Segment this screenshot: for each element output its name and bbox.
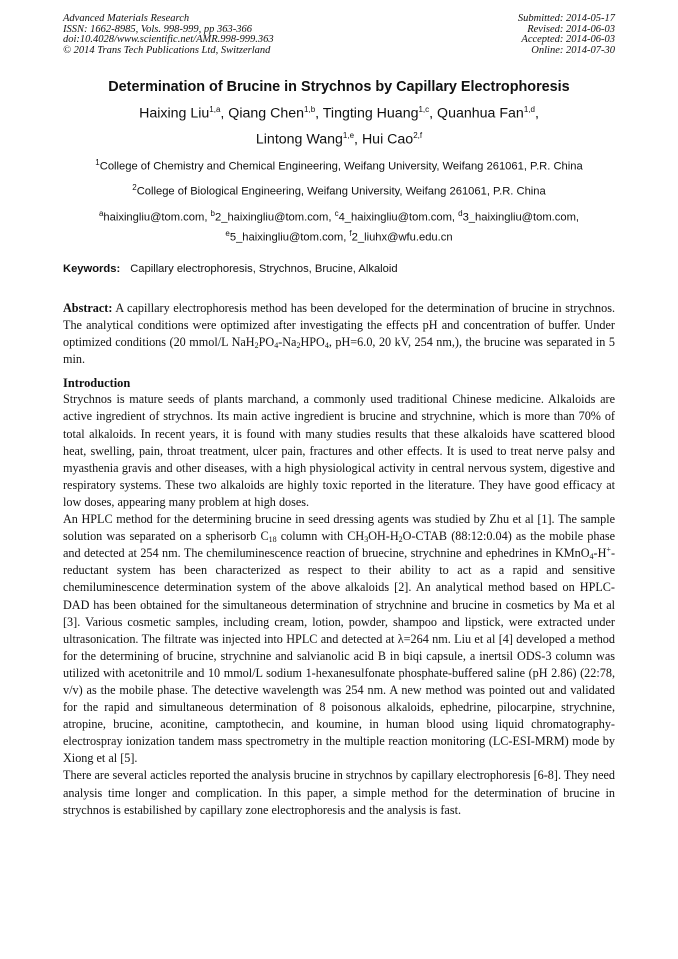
subscript: 4 bbox=[274, 341, 279, 351]
email-mark: c bbox=[334, 209, 339, 218]
keywords-text: Capillary electrophoresis, Strychnos, Brucine, Alkaloid bbox=[130, 263, 398, 275]
affiliation-2 bbox=[40, 183, 638, 198]
author-name: Tingting Huang bbox=[322, 105, 419, 122]
intro-paragraph-1: Strychnos is mature seeds of plants marchand, a commonly used traditional Chinese medicine. Alkaloids are active ingredient of strychnos. Its main active ingredient is brucine and strychnine, which is more than 70% of total alkaloids. In recent years, it is found with many studies results that these alkaloids have scattered blood heat, swelling, pain, throat treatment, ulcer pain, fractures and other effects. It is used to treat nerve palsy and myasthenia gravis and other diseases, with a high physiological activity in central nervous system, digestive and respiratory systems. These two alkaloids are highly toxic reported in the literature. They have good efficacy at low doses, appearing many problem at high doses. bbox=[63, 392, 615, 509]
affiliation-mark: 2 bbox=[132, 183, 137, 192]
author-name: Quanhua Fan bbox=[437, 105, 524, 122]
email-link[interactable]: 2_liuhx@wfu.edu.cn bbox=[351, 231, 453, 244]
keywords-label: Keywords: bbox=[63, 263, 121, 275]
author-name: Haixing Liu bbox=[139, 105, 210, 122]
subscript: 2 bbox=[296, 341, 301, 351]
email-link[interactable]: 2_haixingliu@tom.com, bbox=[215, 211, 332, 224]
author-affiliation-mark: 1,d bbox=[523, 105, 535, 114]
paragraph-text: OH-H bbox=[368, 529, 399, 544]
section-heading-introduction: Introduction bbox=[63, 376, 131, 391]
subscript: 2 bbox=[254, 341, 259, 351]
email-mark: a bbox=[98, 209, 104, 218]
online-date: Online: 2014-07-30 bbox=[531, 44, 615, 56]
copyright-line: © 2014 Trans Tech Publications Ltd, Switzerland bbox=[63, 44, 271, 56]
author-affiliation-mark: 2,f bbox=[413, 130, 423, 140]
accepted-date: Accepted: 2014-06-03 bbox=[521, 34, 615, 46]
affiliation-1 bbox=[40, 158, 638, 173]
affiliation-mark: 1 bbox=[95, 158, 100, 167]
email-mark: e bbox=[225, 228, 230, 238]
paper-title: Determination of Brucine in Strychnos by Capillary Electrophoresis bbox=[108, 79, 570, 95]
email-link[interactable]: 4_haixingliu@tom.com, bbox=[338, 211, 456, 224]
abstract-paragraph bbox=[63, 300, 615, 368]
email-link[interactable]: 5_haixingliu@tom.com, bbox=[229, 231, 347, 244]
author-name: Lintong Wang bbox=[255, 131, 343, 148]
revised-date: Revised: 2014-06-03 bbox=[527, 23, 615, 35]
email-mark: d bbox=[458, 209, 463, 218]
author-affiliation-mark: 1,e bbox=[342, 130, 355, 140]
submission-dates bbox=[518, 14, 615, 56]
abstract-text: , pH=6.0, 20 kV, 254 nm,), the brucine was separated in 5 min. bbox=[63, 335, 615, 367]
affiliation-text: College of Chemistry and Chemical Engineering, Weifang University, Weifang 261061, P.R. China bbox=[99, 160, 583, 173]
subscript: 4 bbox=[589, 552, 594, 562]
abstract-text: -Na bbox=[278, 335, 297, 350]
email-mark: b bbox=[210, 209, 215, 218]
author-name: Hui Cao bbox=[361, 131, 414, 148]
abstract-text: PO bbox=[258, 335, 275, 350]
doi-line: doi:10.4028/www.scientific.net/AMR.998-999.363 bbox=[63, 34, 274, 46]
intro-paragraph-3: There are several acticles reported the analysis brucine in strychnos by capillary electrophoresis [6-8]. They need analysis time longer and complication. In this paper, a simple method for the determination of brucine in strychnos is estabilished by capillary zone electrophoresis and the analysis is fast. bbox=[63, 768, 615, 817]
author-emails bbox=[40, 206, 638, 245]
affiliation-text: College of Biological Engineering, Weifang University, Weifang 261061, P.R. China bbox=[136, 185, 546, 198]
email-mark: f bbox=[349, 228, 352, 238]
intro-paragraph-2 bbox=[63, 511, 615, 767]
journal-name: Advanced Materials Research bbox=[63, 13, 190, 24]
issn-line: ISSN: 1662-8985, Vols. 998-999, pp 363-366 bbox=[63, 23, 252, 35]
superscript: + bbox=[606, 545, 611, 555]
paragraph-text: O-CTAB (88:12:0.04) as the mobile phase and detected at 254 nm. The chemiluminescence reaction of bruecine, strychnine and ephedrines in KMnO bbox=[63, 529, 616, 561]
subscript: 2 bbox=[398, 535, 403, 545]
author-affiliation-mark: 1,b bbox=[304, 105, 316, 114]
subscript: 4 bbox=[324, 341, 329, 351]
paragraph-text: -H bbox=[593, 546, 607, 561]
author-list: Haixing Liu$^{1,a}$, Qiang Chen$^{1,b}$, Tingting Huang$^{1,c}$, Quanhua Fan$^{1,d}$, Lintong Wang$^{1,e}$, Hui Cao$^{2,f}$ bbox=[139, 105, 539, 148]
journal-info bbox=[63, 14, 274, 56]
submitted-date: Submitted: 2014-05-17 bbox=[517, 13, 615, 24]
email-link[interactable]: haixingliu@tom.com, bbox=[103, 211, 208, 224]
author-name: Qiang Chen bbox=[228, 105, 305, 122]
paragraph-text: column with CH bbox=[276, 529, 365, 544]
body-text bbox=[63, 300, 615, 819]
email-link[interactable]: 3_haixingliu@tom.com, bbox=[462, 211, 580, 224]
abstract-text: A capillary electrophoresis method has been developed for the determination of brucine in strychnos. The analytical conditions were optimized after investigating the effects pH and concentration of buffer. Under optimized conditions (20 mmol/L NaH bbox=[63, 301, 615, 350]
author-affiliation-mark: 1,c bbox=[418, 105, 430, 114]
abstract-text: HPO bbox=[300, 335, 325, 350]
subscript: 18 bbox=[268, 535, 277, 545]
title-block bbox=[60, 79, 618, 150]
abstract-label: Abstract: bbox=[63, 301, 113, 315]
author-affiliation-mark: 1,a bbox=[209, 105, 221, 114]
paragraph-text: -reductant system has been characterized as respect to their ability to act as a rapid and sensitive chemiluminescence determination system of the above alkaloids [2]. An analytical method based on HPLC-DAD has been obtained for the simultaneous determination of strychnine and brucine in cosmetics by Ma et al [3]. Various cosmetic samples, including cream, lotion, powder, shampoo and lipstick, were extracted under ultrasonication. The filtrate was injected into HPLC and detected at λ=264 nm. Liu et al [4] developed a method for the determining of brucine, strychnine and salvianolic acid B in biqi capsule, a inertsil ODS-3 column was utilized with acetonitrile and 10 mmol/L sodium 1-hexanesulfonate phosphate-buffered saline (pH 2.86) (22:78, v/v) as the mobile phase. The detective wavelength was 254 nm. A new method was pointed out and validated for the rapid and simultaneous determination of 8 poisonous alkaloids, ephedrine, pilocarpine, strychnine, atropine, brucine, aconitine, camptothecin, and koumine, in human blood using liquid chromatography-electrospray ionization tandem mass spectrometry in the multiple reaction monitoring (LC-ESI-MRM) mode by Xiong et al [5]. bbox=[63, 546, 615, 766]
subscript: 3 bbox=[364, 535, 369, 545]
keywords-line bbox=[63, 263, 615, 275]
paragraph-text: An HPLC method for the determining brucine in seed dressing agents was studied by Zhu et al [1]. The sample solution was separated on a spherisorb C bbox=[63, 512, 615, 544]
